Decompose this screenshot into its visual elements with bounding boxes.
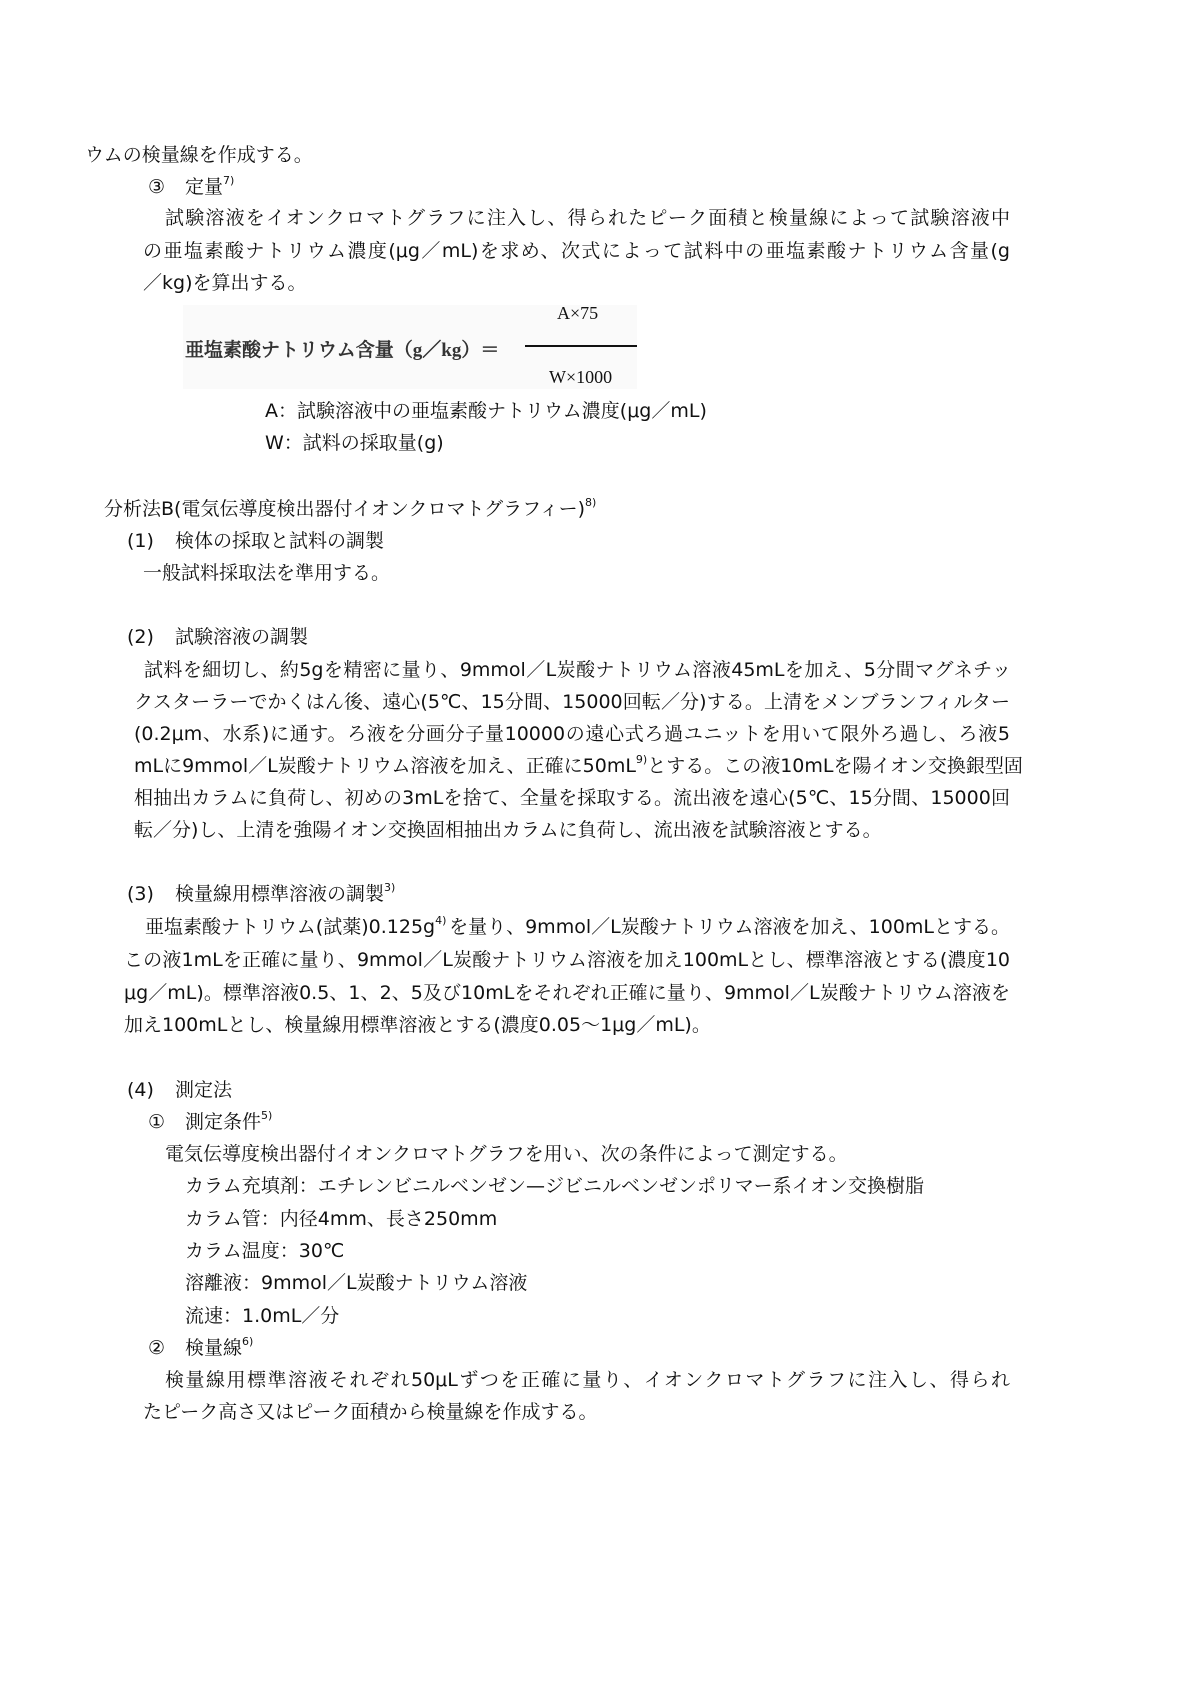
- text-line: 加え100mLとし、検量線用標準溶液とする(濃度0.05～1μg／mL)。: [124, 1014, 711, 1036]
- text-line: 試料を細切し、約5gを精密に量り、9mmol／L炭酸ナトリウム溶液45mLを加え、5分間マグネチッ: [144, 659, 1011, 681]
- heading-text: 検量線: [185, 1337, 243, 1359]
- footnote-ref: 3): [384, 881, 396, 894]
- condition-item: 溶離液：9mmol／L炭酸ナトリウム溶液: [185, 1272, 528, 1294]
- text-line: 転／分)し、上清を強陽イオン交換固相抽出カラムに負荷し、流出液を試験溶液とする。: [134, 819, 882, 841]
- text-line: ／kg)を算出する。: [143, 272, 307, 294]
- section-heading: [175, 882, 395, 906]
- formula-numerator: A×75: [557, 303, 599, 323]
- text-line: [134, 753, 1023, 778]
- footnote-ref: 5): [261, 1109, 273, 1122]
- fraction-bar: [525, 345, 637, 347]
- item-number: ②: [148, 1337, 166, 1359]
- footnote-ref: 4): [435, 914, 447, 927]
- text-line: 相抽出カラムに負荷し、初めの3mLを捨て、全量を採取する。流出液を遠心(5℃、15分間、15000回: [134, 787, 1010, 809]
- text-segment: [145, 915, 446, 939]
- item-number: ①: [148, 1111, 166, 1133]
- formula-label: 亜塩素酸ナトリウム含量（g／kg）＝: [185, 340, 500, 361]
- item-number: (1): [127, 530, 154, 552]
- footnote-ref: 9): [635, 753, 648, 766]
- heading-text: 定量: [185, 176, 224, 198]
- text-line: の亜塩素酸ナトリウム濃度(μg／mL)を求め、次式によって試料中の亜塩素酸ナトリウム含量(g: [143, 240, 1010, 262]
- item-number: ③: [148, 176, 166, 198]
- text-line: この液1mLを正確に量り、9mmol／L炭酸ナトリウム溶液を加え100mLとし、標準溶液とする(濃度10: [124, 949, 1010, 971]
- heading-text: 測定条件: [185, 1111, 262, 1133]
- footnote-ref: 7): [223, 174, 235, 187]
- section-heading: 検体の採取と試料の調製: [175, 530, 385, 552]
- text-line: 一般試料採取法を準用する。: [143, 562, 391, 584]
- condition-item: カラム温度：30℃: [185, 1240, 345, 1262]
- text-line: 試験溶液をイオンクロマトグラフに注入し、得られたピーク面積と検量線によって試験溶液中: [165, 207, 1010, 229]
- text-segment: [134, 754, 647, 778]
- text-line: クスターラーでかくはん後、遠心(5℃、15分間、15000回転／分)する。上清をメンブランフィルター: [134, 691, 1010, 713]
- text-line: μg／mL)。標準溶液0.5、1、2、5及び10mLをそれぞれ正確に量り、9mmol／L炭酸ナトリウム溶液を: [124, 982, 1010, 1004]
- condition-item: 流速：1.0mL／分: [185, 1305, 340, 1327]
- section-heading: 測定法: [175, 1079, 233, 1101]
- footnote-ref: 6): [242, 1335, 254, 1348]
- method-heading: [104, 497, 596, 521]
- section-heading: [185, 175, 234, 199]
- text-line: 検量線用標準溶液それぞれ50μLずつを正確に量り、イオンクロマトグラフに注入し、得られ: [165, 1369, 1010, 1391]
- variable-definition: A：試験溶液中の亜塩素酸ナトリウム濃度(μg／mL): [265, 400, 707, 422]
- text-line: 電気伝導度検出器付イオンクロマトグラフを用い、次の条件によって測定する。: [165, 1143, 848, 1165]
- section-heading: [185, 1110, 272, 1134]
- condition-item: カラム管：内径4mm、長さ250mm: [185, 1208, 498, 1230]
- heading-text: 検量線用標準溶液の調製: [175, 883, 385, 905]
- formula-denominator: W×1000: [549, 367, 613, 387]
- item-number: (4): [127, 1079, 154, 1101]
- item-number: (3): [127, 883, 154, 905]
- variable-definition: W：試料の採取量(g): [265, 432, 444, 454]
- footnote-ref: 8): [585, 496, 597, 509]
- text-segment: を量り、9mmol／L炭酸ナトリウム溶液を加え、100mLとする。: [449, 916, 1010, 938]
- condition-item: カラム充填剤：エチレンビニルベンゼン—ジビニルベンゼンポリマー系イオン交換樹脂: [185, 1175, 925, 1197]
- text-line: たピーク高さ又はピーク面積から検量線を作成する。: [143, 1401, 598, 1423]
- text-segment: とする。この液10mLを陽イオン交換銀型固: [647, 755, 1023, 777]
- heading-text: 分析法B(電気伝導度検出器付イオンクロマトグラフィー): [104, 498, 586, 520]
- formula-image: [183, 305, 637, 389]
- text-segment: 亜塩素酸ナトリウム(試薬)0.125g: [145, 916, 436, 938]
- section-heading: [185, 1336, 253, 1360]
- section-heading: 試験溶液の調製: [175, 626, 309, 648]
- text-line: (0.2μm、水系)に通す。ろ液を分画分子量10000の遠心式ろ過ユニットを用いて限外ろ過し、ろ液5: [134, 723, 1010, 745]
- item-number: (2): [127, 626, 154, 648]
- text-segment: mLに9mmol／L炭酸ナトリウム溶液を加え、正確に50mL: [134, 755, 636, 777]
- text-line: [145, 915, 1010, 939]
- text-line: ウムの検量線を作成する。: [85, 144, 313, 166]
